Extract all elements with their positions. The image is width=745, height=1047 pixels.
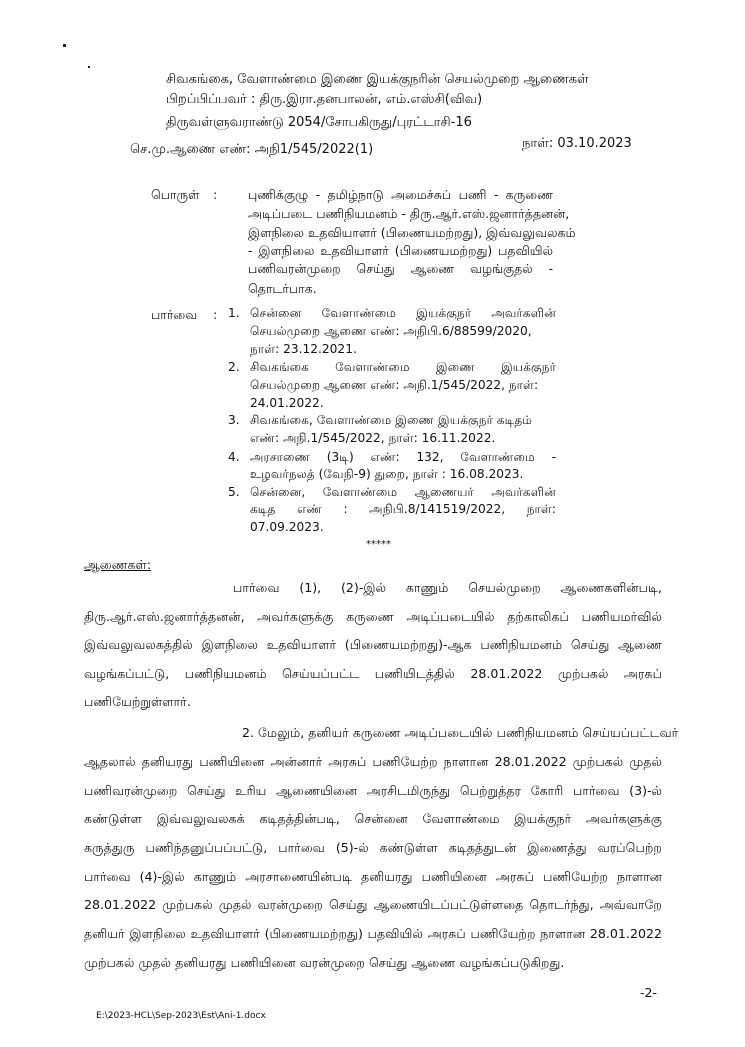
footer-file-path: E:\2023-HCL\Sep-2023\Est\Ani-1.docx <box>96 1011 266 1021</box>
subject-line: அடிப்படை பணிநியமனம் - திரு.ஆர்.எஸ்.ஜனார்த்தனன், <box>248 206 570 221</box>
reference-number: 3. <box>228 413 240 427</box>
reference-number: 1. <box>228 306 240 320</box>
subject-label: பொருள் <box>151 187 200 202</box>
page-number: -2- <box>640 985 657 1000</box>
references-colon: : <box>213 307 218 322</box>
reference-line: 07.09.2023. <box>250 520 324 534</box>
subject-line: பணிவரன்முறை செய்து ஆணை வழங்குதல் - <box>248 261 553 276</box>
reference-line: செயல்முறை ஆணை எண்: அநி.1/545/2022, நாள்: <box>250 378 539 392</box>
reference-line: சிவகங்கை, வேளாண்மை இணை இயக்குநர் கடிதம் <box>250 413 533 427</box>
reference-line: 24.01.2022. <box>250 396 324 410</box>
subject-line: இளநிலை உதவியாளர் (பிணையமற்றது), இவ்வலுவலகம் <box>248 225 576 240</box>
subject-colon: : <box>213 187 218 202</box>
para2-line: தனியர் இளநிலை உதவியாளர் (பிணையமற்றது) பதவியில் அரசுப் பணியேற்ற நாளான 28.01.2022 <box>84 926 662 941</box>
order-number: செ.மு.ஆணை எண்: அநி1/545/2022(1) <box>130 142 374 157</box>
order-date: நாள்: 03.10.2023 <box>522 136 632 151</box>
para1-line: பணியேற்றுள்ளார். <box>84 694 191 709</box>
para2-line: 28.01.2022 முற்பகல் முதல் வரன்முறை செய்து ஆணையிடப்பட்டுள்ளதை தொடர்ந்து, அவ்வாறே <box>84 897 662 912</box>
subject-line: - இளநிலை உதவியாளர் (பிணையமற்றது) பதவியில் <box>248 243 553 258</box>
reference-number: 4. <box>228 450 240 464</box>
para2-line: ஆதலால் தனியரது பணியினை அன்னார் அரசுப் பணியேற்ற நாளான 28.01.2022 முற்பகல் முதல் <box>84 754 662 769</box>
reference-line: கடித எண் : அநிபி.8/141519/2022, நாள்: <box>250 502 556 516</box>
reference-line: செயல்முறை ஆணை எண்: அநிபி.6/88599/2020, <box>250 324 532 338</box>
para2-line: பார்வை (4)-இல் காணும் அரசாணையின்படி தனியரது பணியினை அரசுப் பணியேற்ற நாளான <box>84 869 662 884</box>
separator-stars: ***** <box>366 539 391 550</box>
subject-line: புணிக்குழு - தமிழ்நாடு அமைச்சுப் பணி - கருணை <box>248 187 553 202</box>
orders-heading: ஆணைகள்: <box>84 557 152 572</box>
para2-line: கண்டுள்ள இவ்வலுவலகக் கடிதத்தின்படி, சென்னை வேளாண்மை இயக்குநர் அவர்களுக்கு <box>84 811 662 826</box>
reference-line: உழவர்நலத் (வேநி-9) துறை, நாள் : 16.08.2023. <box>250 467 524 481</box>
references-label: பார்வை <box>151 307 198 322</box>
para2-line: கருத்துரு பணிந்தனுப்பப்பட்டு, பார்வை (5)-ல் கண்டுள்ள கடிதத்துடன் இணைத்து வரப்பெற்ற <box>84 840 662 855</box>
para1-line: பார்வை (1), (2)-இல் காணும் செயல்முறை ஆணைகளின்படி, <box>233 580 662 595</box>
reference-line: சிவகங்கை வேளாண்மை இணை இயக்குநர் <box>250 360 556 374</box>
reference-line: சென்னை வேளாண்மை இயக்குநர் அவர்களின் <box>250 306 556 320</box>
reference-line: நாள்: 23.12.2021. <box>250 342 357 356</box>
para2-line: 2. மேலும், தனியர் கருணை அடிப்படையில் பணிநியமனம் செய்யப்பட்டவர் <box>242 725 679 740</box>
subject-line: தொடர்பாக. <box>248 281 317 296</box>
reference-number: 5. <box>228 485 240 499</box>
header-line-2: பிறப்பிப்பவர் : திரு.இரா.தனபாலன், எம்.எஸ்சி(விவ) <box>166 92 483 107</box>
reference-line: அரசாணை (3டி) எண்: 132, வேளாண்மை - <box>250 450 556 464</box>
para1-line: திரு.ஆர்.எஸ்.ஜனார்த்தனன், அவர்களுக்கு கருணை அடிப்படையில் தற்காலிகப் பணியமர்வில் <box>84 609 662 624</box>
header-line-1: சிவகங்கை, வேளாண்மை இணை இயக்குநரின் செயல்முறை ஆணைகள் <box>166 72 589 87</box>
para1-line: இவ்வலுவலகத்தில் இளநிலை உதவியாளர் (பிணையமற்றது)-ஆக பணிநியமனம் செய்து ஆணை <box>84 637 662 652</box>
para2-line: பணிவரன்முறை செய்து உரிய ஆணையினை அரசிடமிருந்து பெற்றுத்தர கோரி பார்வை (3)-ல் <box>84 783 662 798</box>
reference-line: எண்: அநி.1/545/2022, நாள்: 16.11.2022. <box>250 431 496 445</box>
reference-number: 2. <box>228 360 240 374</box>
para2-line: முற்பகல் முதல் தனியரது பணியினை வரன்முறை செய்து ஆணை வழங்கப்படுகிறது. <box>84 955 565 970</box>
reference-line: சென்னை, வேளாண்மை ஆணையர் அவர்களின் <box>250 485 556 499</box>
scan-mark <box>88 66 90 68</box>
header-line-3: திருவள்ளுவராண்டு 2054/சோபகிருது/புரட்டாசி-16 <box>166 115 472 130</box>
para1-line: வழங்கப்பட்டு, பணிநியமனம் செய்யப்பட்ட பணியிடத்தில் 28.01.2022 முற்பகல் அரசுப் <box>84 666 662 681</box>
scan-mark <box>63 44 66 47</box>
